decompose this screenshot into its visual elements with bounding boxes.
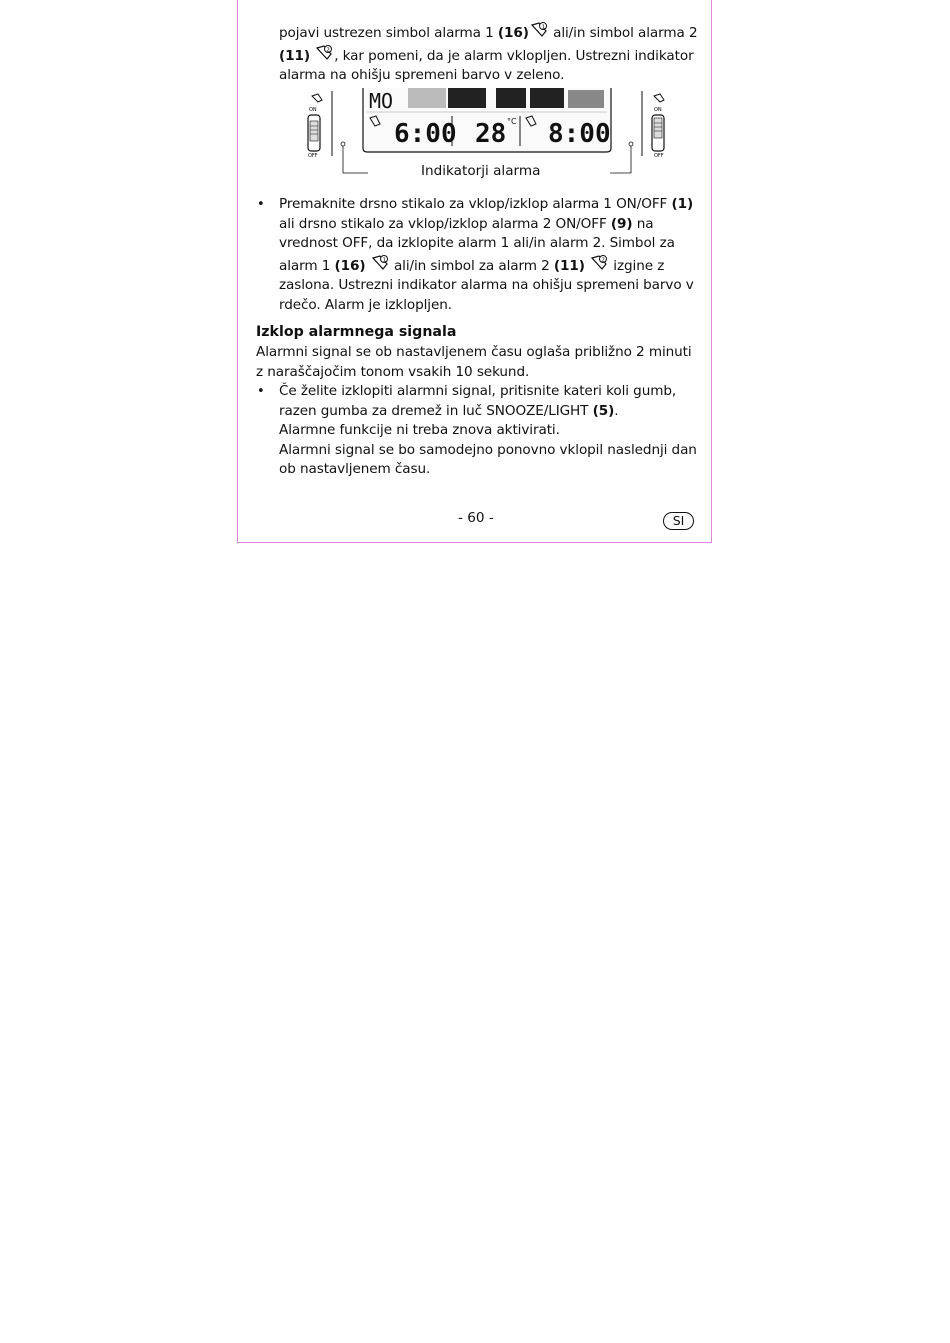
manual-page xyxy=(237,0,712,543)
section-paragraph: Alarmni signal se ob nastavljenem času oglaša približno 2 minuti z naraščajočim tonom vsakih 10 sekund. xyxy=(256,344,692,380)
right-leader-line xyxy=(610,146,631,173)
page-number: - 60 - xyxy=(458,510,494,526)
bullet-stop-alarm: • Če želite izklopiti alarmni signal, pritisnite kateri koli gumb, razen gumba za dremež in luč SNOOZE/LIGHT (5). Alarmne funkcije ni treba znova aktivirati. Alarmni signal se bo samodejno ponovno vklopil naslednji dan ob nastavljenem času. xyxy=(279,382,699,480)
alarm-2-bell-icon xyxy=(589,254,609,272)
bullet-alarm-off: • Premaknite drsno stikalo za vklop/izklop alarma 1 ON/OFF (1) ali drsno stikalo za vklop/izklop alarma 2 ON/OFF (9) na vrednost OFF, da izklopite alarm 1 ali/in alarm 2. Simbol za alarm 1 (16) 1 ali/in simbol za alarm 2 (11) 2 izgine z zaslona. Ustrezni indikator alarma na ohišju spremeni barvo v rdečo. Alarm je izklopljen. xyxy=(279,195,699,315)
lcd-display xyxy=(363,88,611,152)
svg-text:2: 2 xyxy=(326,46,330,53)
svg-text:1: 1 xyxy=(541,24,545,31)
alarm-2-time-readout: 8:00 xyxy=(548,119,611,149)
right-switch-on-label: ON xyxy=(654,107,662,113)
left-alarm-switch xyxy=(308,91,332,159)
svg-text:1: 1 xyxy=(382,256,386,263)
temperature-readout: 28 xyxy=(475,119,507,149)
svg-text:2: 2 xyxy=(601,256,605,263)
alarm-1-time-readout: 6:00 xyxy=(394,119,457,149)
left-switch-on-label: ON xyxy=(309,107,317,113)
alarm-1-bell-icon xyxy=(529,21,549,39)
day-readout: MO xyxy=(369,89,394,113)
section-heading: Izklop alarmnega signala xyxy=(256,324,457,340)
right-alarm-switch xyxy=(642,91,664,159)
paragraph-alarm-on: pojavi ustrezen simbol alarma 1 (16) 1 ali/in simbol alarma 2 (11) 2 , kar pomeni, da je alarm vklopljen. Ustrezni indikator alarma na ohišju spremeni barvo v zeleno. xyxy=(279,21,699,86)
figure-caption: Indikatorji alarma xyxy=(421,163,541,179)
left-leader-dot xyxy=(341,142,345,146)
temperature-unit: °C xyxy=(507,117,517,126)
right-switch-off-label: OFF xyxy=(654,153,664,159)
language-badge: SI xyxy=(663,512,694,530)
right-leader-dot xyxy=(629,142,633,146)
left-switch-off-label: OFF xyxy=(308,153,318,159)
alarm-1-bell-icon xyxy=(370,254,390,272)
alarm-2-bell-icon xyxy=(314,44,334,62)
